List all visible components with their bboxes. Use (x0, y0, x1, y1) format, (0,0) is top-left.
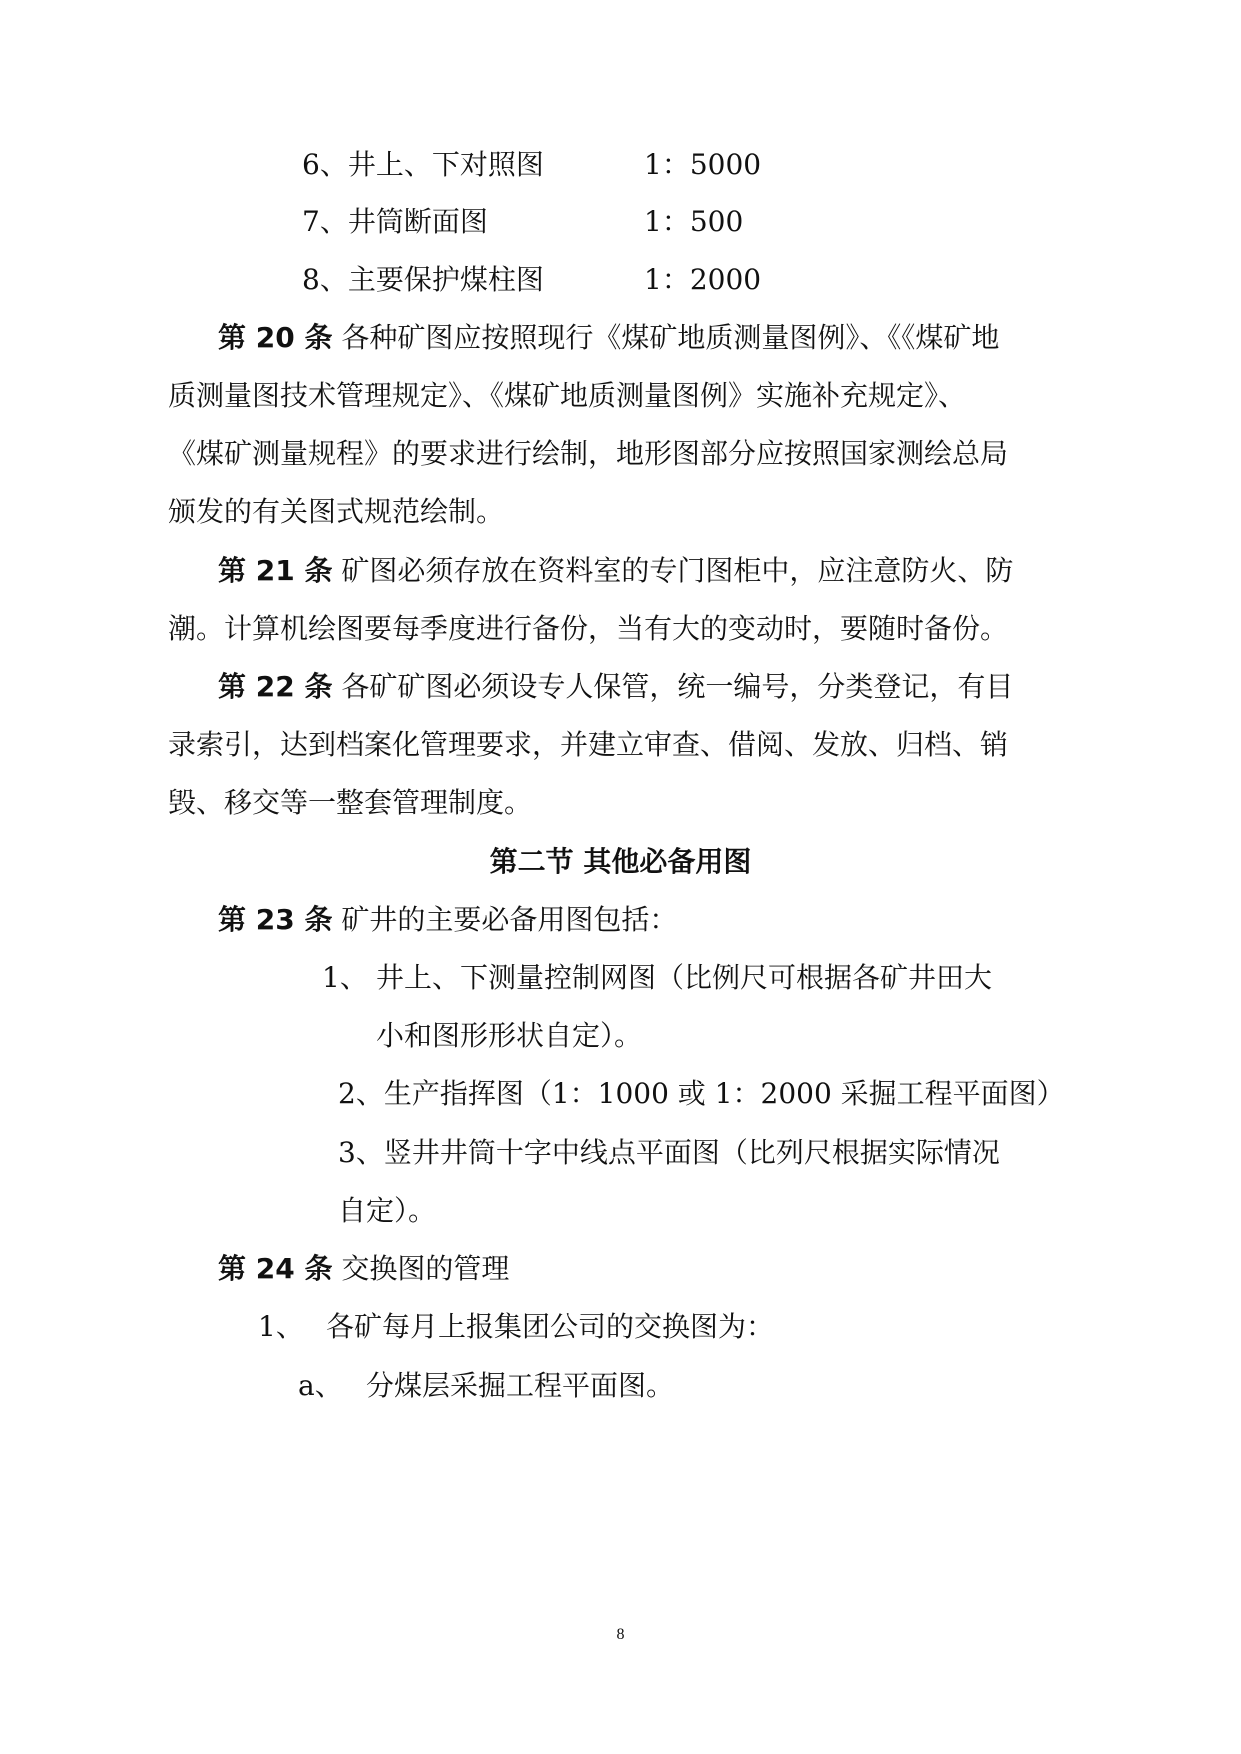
item-text: 3、竖井井筒十字中线点平面图（比列尺根据实际情况 (338, 1136, 1000, 1169)
article-heading: 第 22 条 (218, 670, 333, 703)
article-20-line-3: 《煤矿测量规程》的要求进行绘制，地形图部分应按照国家测绘总局 (168, 437, 1009, 470)
item-number: 1、 (258, 1310, 304, 1343)
item-text: 小和图形形状自定）。 (376, 1019, 643, 1052)
article-21-line-1 (218, 551, 1013, 591)
list-item (302, 260, 544, 300)
article-text: 矿图必须存放在资料室的专门图柜中，应注意防火、防 (341, 554, 1014, 587)
article-heading: 第 24 条 (218, 1252, 333, 1285)
article-21-line-2: 潮。计算机绘图要每季度进行备份，当有大的变动时，要随时备份。 (168, 612, 1009, 645)
list-item-scale: 1：2000 (644, 263, 762, 296)
article-text: 各种矿图应按照现行《煤矿地质测量图例》、《《煤矿地 (341, 321, 1000, 354)
article-22-line-1 (218, 667, 1013, 707)
article-heading: 第 21 条 (218, 554, 333, 587)
article-22-line-3: 毁、移交等一整套管理制度。 (168, 786, 533, 819)
article-20-line-2: 质测量图技术管理规定》、《煤矿地质测量图例》实施补充规定》、 (168, 379, 967, 412)
article-20-line-1 (218, 318, 999, 358)
item-text: 2、生产指挥图（1：1000 或 1：2000 采掘工程平面图） (338, 1077, 1065, 1110)
article-22-line-2: 录索引，达到档案化管理要求，并建立审查、借阅、发放、归档、销 (168, 728, 1009, 761)
list-item-label: 7、井筒断面图 (302, 205, 488, 238)
article-heading: 第 23 条 (218, 903, 333, 936)
article-heading: 第 20 条 (218, 321, 333, 354)
article-20-line-4: 颁发的有关图式规范绘制。 (168, 495, 505, 528)
article-24-line-1 (218, 1249, 509, 1289)
article-text: 交换图的管理 (341, 1252, 510, 1285)
article-23-line-1 (218, 900, 677, 940)
article-text: 矿井的主要必备用图包括： (341, 903, 678, 936)
list-item-label: 8、主要保护煤柱图 (302, 263, 544, 296)
item-text: 各矿每月上报集团公司的交换图为： (326, 1310, 775, 1343)
page-number: 8 (616, 1626, 625, 1643)
section-heading: 第二节 其他必备用图 (489, 845, 752, 878)
list-item-scale: 1：500 (644, 205, 744, 238)
list-item-scale: 1：5000 (644, 148, 762, 181)
item-text: 井上、下测量控制网图（比例尺可根据各矿井田大 (376, 961, 993, 994)
list-item (302, 202, 488, 242)
item-number: 1、 (322, 961, 368, 994)
list-item-label: 6、井上、下对照图 (302, 148, 544, 181)
list-item (302, 145, 544, 185)
item-text: 自定）。 (338, 1194, 437, 1227)
article-text: 各矿矿图必须设专人保管，统一编号，分类登记，有目 (341, 670, 1014, 703)
item-text: 分煤层采掘工程平面图。 (366, 1369, 675, 1402)
item-letter: a、 (298, 1369, 343, 1402)
